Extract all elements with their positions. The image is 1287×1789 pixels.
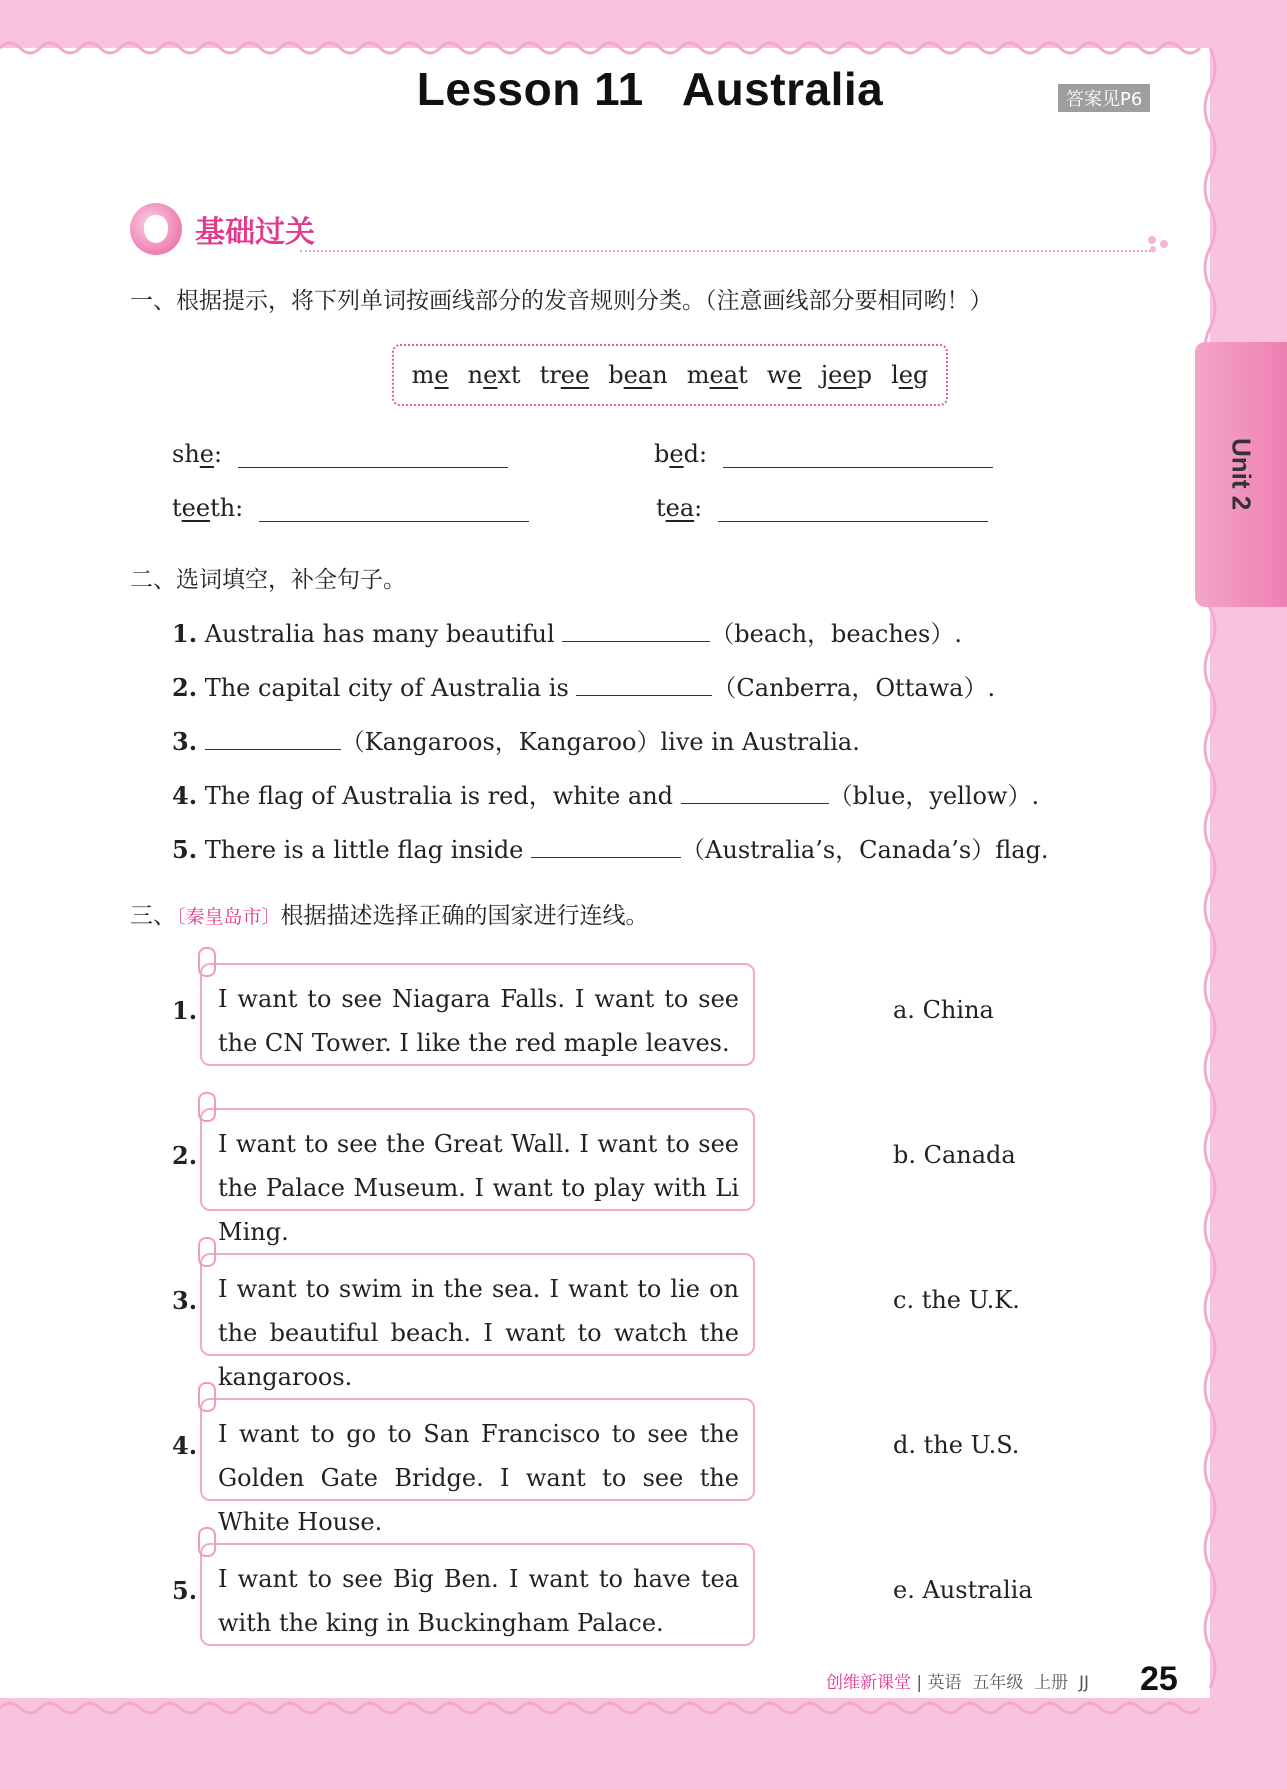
- fill-in-sentence: 3. （Kangaroos，Kangaroo）live in Australia.: [172, 727, 860, 756]
- category-row-teeth: teeth:: [172, 494, 529, 522]
- lesson-title: Lesson 11 Australia: [416, 63, 884, 115]
- answer-blank[interactable]: [205, 749, 341, 750]
- category-row-tea: tea:: [656, 494, 988, 522]
- answer-blank[interactable]: [681, 803, 829, 804]
- answer-blank[interactable]: [238, 447, 508, 468]
- part3-instruction: 三、〔秦皇岛市〕根据描述选择正确的国家进行连线。: [130, 903, 649, 929]
- answer-reference-badge: 答案见P6: [1058, 84, 1150, 112]
- paperclip-icon: [198, 1237, 216, 1267]
- fill-in-sentence: 2. The capital city of Australia is （Canberra，Ottawa）.: [172, 673, 996, 702]
- footer-brand: 创维新课堂: [826, 1673, 911, 1693]
- word-bank-word: jeep: [820, 361, 872, 389]
- page-number: 25: [1140, 1660, 1178, 1698]
- section-divider: [300, 250, 1155, 252]
- fill-in-sentence: 1. Australia has many beautiful （beach，beaches）.: [172, 619, 962, 648]
- part1-instruction: 一、根据提示，将下列单词按画线部分的发音规则分类。（注意画线部分要相同哟！）: [130, 288, 993, 314]
- category-row-bed: bed:: [654, 440, 993, 468]
- part2-instruction: 二、选词填空，补全句子。: [130, 567, 406, 593]
- word-bank-word: next: [467, 361, 521, 389]
- description-text: I want to swim in the sea. I want to lie on the beautiful beach. I want to watch the kangaroos.: [218, 1275, 739, 1391]
- description-card[interactable]: [200, 1398, 755, 1536]
- country-option[interactable]: b. Canada: [893, 1141, 1016, 1169]
- paperclip-icon: [198, 1092, 216, 1122]
- country-option[interactable]: c. the U.K.: [893, 1286, 1020, 1314]
- country-option[interactable]: d. the U.S.: [893, 1431, 1020, 1459]
- paperclip-icon: [198, 1527, 216, 1557]
- description-text: I want to see Big Ben. I want to have tea with the king in Buckingham Palace.: [218, 1565, 739, 1637]
- answer-blank[interactable]: [718, 501, 988, 522]
- country-option[interactable]: e. Australia: [893, 1576, 1033, 1604]
- description-card[interactable]: [200, 1108, 755, 1246]
- answer-blank[interactable]: [723, 447, 993, 468]
- word-bank-word: leg: [891, 361, 929, 389]
- match-number: 1.: [172, 996, 198, 1025]
- paperclip-icon: [198, 1382, 216, 1412]
- fill-in-sentence: 5. There is a little flag inside （Australia’s，Canada’s）flag.: [172, 835, 1049, 864]
- answer-blank[interactable]: [562, 641, 710, 642]
- description-text: I want to go to San Francisco to see the Golden Gate Bridge. I want to see the White House.: [218, 1420, 739, 1536]
- footer-info: 英语 五年级 上册 JJ: [927, 1673, 1089, 1693]
- match-number: 2.: [172, 1141, 198, 1170]
- fill-in-sentence: 4. The flag of Australia is red，white and （blue，yellow）.: [172, 781, 1040, 810]
- word-bank-word: me: [411, 361, 449, 389]
- description-card[interactable]: [200, 1253, 755, 1391]
- word-bank-word: bean: [608, 361, 668, 389]
- answer-blank[interactable]: [576, 695, 712, 696]
- mascot-icon: [130, 203, 182, 255]
- description-card[interactable]: [200, 963, 755, 1066]
- match-number: 3.: [172, 1286, 198, 1315]
- region-tag: 〔秦皇岛市〕: [176, 906, 281, 928]
- description-text: I want to see the Great Wall. I want to see the Palace Museum. I want to play with Li Ming.: [218, 1130, 739, 1246]
- answer-blank[interactable]: [531, 857, 681, 858]
- answer-blank[interactable]: [259, 501, 529, 522]
- unit-tab-label: Unit 2: [1226, 438, 1257, 511]
- match-number: 4.: [172, 1431, 198, 1460]
- section-title: 基础过关: [195, 215, 315, 250]
- match-number: 5.: [172, 1576, 198, 1605]
- unit-tab[interactable]: [1195, 342, 1287, 607]
- paperclip-icon: [198, 947, 216, 977]
- word-bank-word: meat: [686, 361, 748, 389]
- country-option[interactable]: a. China: [893, 996, 994, 1024]
- word-bank-word: we: [766, 361, 802, 389]
- description-card[interactable]: [200, 1543, 755, 1646]
- footer: 创维新课堂 | 英语 五年级 上册 JJ: [826, 1673, 1089, 1693]
- word-bank: [392, 344, 948, 406]
- category-row-she: she:: [172, 440, 508, 468]
- word-bank-word: tree: [539, 361, 590, 389]
- description-text: I want to see Niagara Falls. I want to see the CN Tower. I like the red maple leaves.: [218, 985, 739, 1057]
